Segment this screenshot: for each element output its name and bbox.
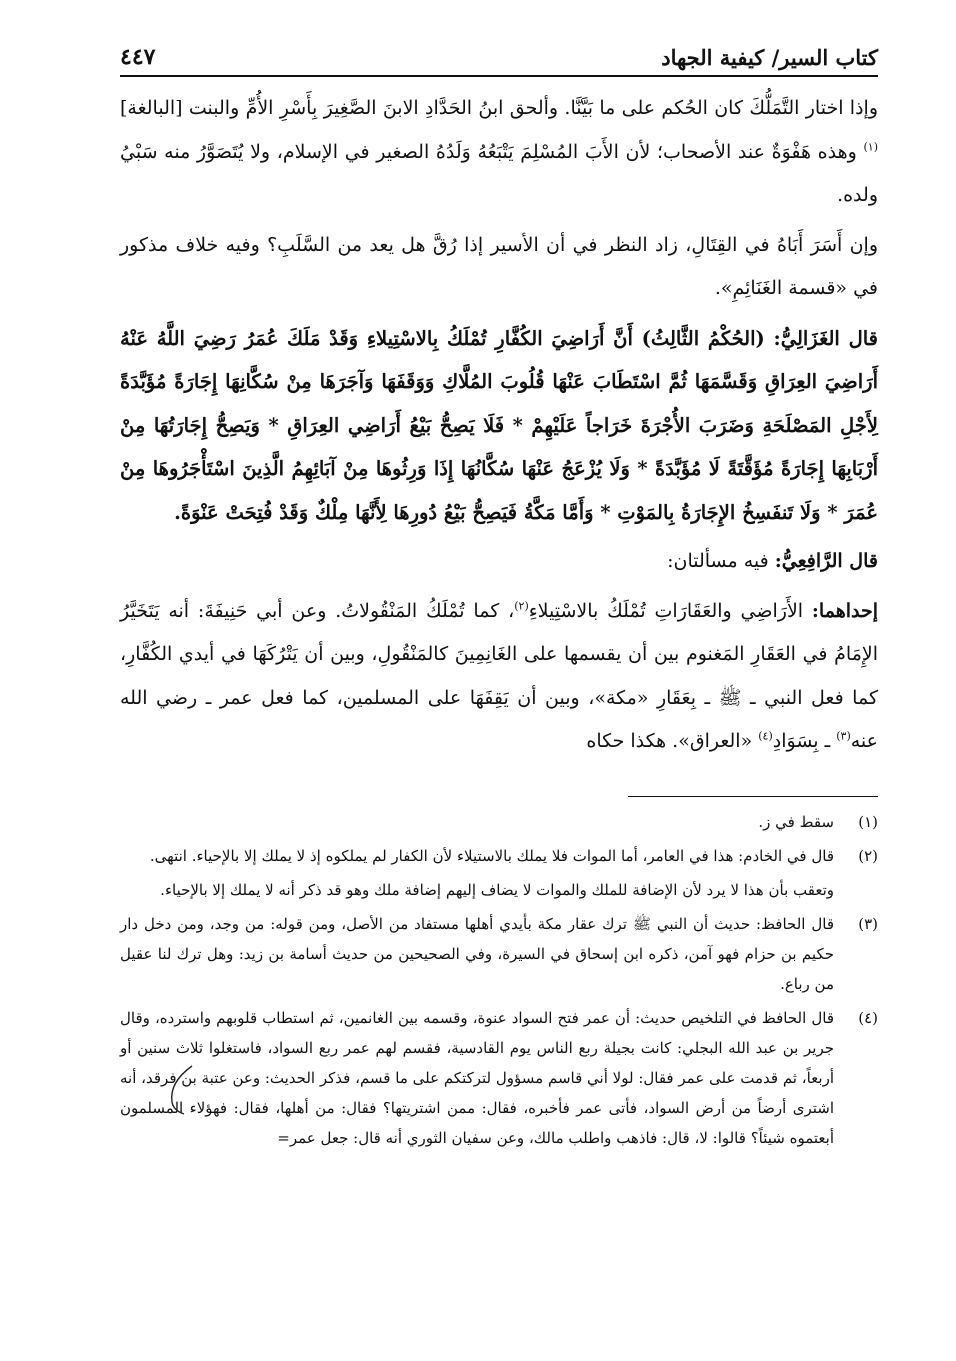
footnote-ref-1[interactable]: (١) <box>863 140 878 154</box>
rafii-lead: قال الرَّافِعِيُّ: <box>774 550 878 573</box>
footnote-text: قال الحافظ: حديث أن النبي ﷺ ترك عقار مكة بأيدي أهلها مستفاد من الأصل، ومن قوله: من وجد، ومن دخل دار حكيم بن حزام فهو آمن، ذكره ابن إسحاق في السيرة، وفي الصحيحين من حديث أسامة بن زيد: وهل ترك لنا عقيل من رباع. <box>120 914 834 993</box>
footnote-2-continuation: وتعقب بأن هذا لا يرد لأن الإضافة للملك والموات لا يضاف إليهم إضافة ملك وهو قد ذكر أنه لا يملك إلا بالإحياء. <box>160 880 834 899</box>
paragraph-rafii: قال الرَّافِعِيُّ: فيه مسألتان: <box>667 550 878 573</box>
footnote-4 <box>120 1003 878 1153</box>
footnotes <box>120 807 878 1153</box>
footnote-number: (١) <box>858 812 878 831</box>
ghazali-quote: قال الغَزَالِيُّ: (الحُكْمُ الثَّالِثُ) أَنَّ أَرَاضِيَ الكُفَّارِ تُمْلَكُ بِالاسْتِيلاءِ وَقَدْ مَلَكَ عُمَرُ رَضِيَ اللَّهُ عَنْهُ أَرَاضِيَ العِرَاقِ وَقَسَّمَهَا ثُمَّ اسْتَطَابَ عَنْهَا قُلُوبَ المُلَّاكِ وَوَقَفَهَا وَآجَرَهَا مِنْ سُكَّانِهَا إِجَارَةً مُؤَبَّدَةً لِأَجْلِ المَصْلَحَةِ وَضَرَبَ الأُجْرَةَ خَرَاجاً عَلَيْهِمْ * فَلَا يَصِحُّ بَيْعُ أَرَاضِي العِرَاقِ * وَيَصِحُّ إِجَارَتُهَا مِنْ أَرْبَابِهَا إِجَارَةً مُؤَقَّتَةً لَا مُؤَبَّدَةً * وَلَا يُزْعَجُ عَنْهَا سُكَّانُهَا إِذَا وَرِثُوهَا مِنْ آبَائِهِمُ الَّذِينَ اسْتَأْجَرُوهَا مِنْ عُمَرَ * وَلَا تَنفَسِخُ الإِجَارَةُ بِالمَوْتِ * وَأَمَّا مَكَّةُ فَيَصِحُّ بَيْعُ دُورِهَا لِأَنَّهَا مِلْكٌ وَقَدْ فُتِحَتْ عَنْوَةً. <box>120 326 878 524</box>
main-text <box>120 87 878 764</box>
book-page <box>120 44 878 1157</box>
footnote-3 <box>120 909 878 999</box>
page-number: ٤٤٧ <box>120 44 156 70</box>
footnote-ref-4[interactable]: (٤) <box>758 730 773 744</box>
footnote-ref-3[interactable]: (٣) <box>836 730 851 744</box>
first-issue-lead: إحداهما: <box>811 599 878 622</box>
footnote-2 <box>120 841 878 871</box>
running-header <box>120 44 878 77</box>
footnote-text: قال الحافظ في التلخيص حديث: أن عمر فتح السواد عنوة، وقسمه بين الغانمين، ثم استطاب قلوبهم واسترده، وقال جرير بن عبد الله البجلي: كانت بجيلة ربع الناس يوم القادسية، فقسم لهم عمر ربع السواد، فاستغلوا ثلاث سنين أو أربعاً، ثم قدمت على عمر فقال: لولا أني قاسم مسؤول لتركتكم على ما قسم، فذكر الحديث: وعن عتبة بن فرقد، أنه اشترى أرضاً من أرض السواد، فأتى عمر فأخبره، فقال: ممن اشتريتها؟ فقال: من أهلها، فقال: فهؤلاء المسلمون أبعتموه شيئاً؟ قالوا: لا، قال: فاذهب واطلب مالك، وعن سفيان الثوري أنه قال: جعل عمر= <box>120 1008 834 1147</box>
paragraph-2: وإن أَسَرَ أَبَاهُ في القِتَالِ، زاد النظر في أن الأسير إذا رُقَّ هل يعد من السَّلَبِ؟ وفيه خلاف مذكور في «قسمة الغَنَائِمِ». <box>120 233 878 300</box>
footnote-number: (٤) <box>858 1008 878 1027</box>
running-title: كتاب السير/ كيفية الجهاد <box>661 45 878 71</box>
footnote-number: (٣) <box>858 914 878 933</box>
footnote-divider <box>628 796 878 797</box>
footnote-ref-2[interactable]: (٢) <box>514 599 529 613</box>
footnote-1 <box>120 807 878 837</box>
footnote-text: سقط في ز. <box>758 812 834 831</box>
paragraph-first-issue: إحداهما: الأَرَاضِي والعَقَارَاتِ تُمْلَكُ بالاسْتِيلاءِ$^{(٢)}$، كما تُمْلَكُ المَنْقُولاتُ. وعن أبي حَنِيفَةَ: أنه يَتَخَيَّرُ الإِمَامُ في العَقَارِ المَغنوم بين أن يقسمها على الغَانِمِينَ كالمَنْقُولِ، وبين أن يَتْرُكَهَا في أيدي الكُفَّارِ، كما فعل النبي ـ ﷺ ـ بِعَقَارِ «مكة»، وبين أن يَقِفَهَا على المسلمين، كما فعل عمر ـ رضي الله عنه$^{(٣)}$ ـ بِسَوَادِ$^{(٤)}$ «العراق». هكذا حكاه <box>120 599 878 753</box>
paragraph-1: وإذا اختار التَّمَلُّكَ كان الحُكم على ما بَيَّنَّا. وألحق ابنُ الحَدَّادِ الابنَ الصَّغِيرَ بِأَسْرِ الأُمِّ والبنت [البالغة]$^{(١)}$ وهذه هَفْوَةٌ عند الأصحاب؛ لأن الأَبَ المُسْلِمَ يَتْبَعُهُ وَلَدُهُ الصغير في الإسلام، ولا يُتَصَوَّرُ منه سَبْيُ ولده. <box>120 97 878 207</box>
footnote-number: (٢) <box>858 846 878 865</box>
footnote-text: قال في الخادم: هذا في العامر، أما الموات فلا يملك بالاستيلاء لأن الكفار لم يملكوه إذ لا يملك إلا بالإحياء. انتهى. <box>149 846 834 865</box>
